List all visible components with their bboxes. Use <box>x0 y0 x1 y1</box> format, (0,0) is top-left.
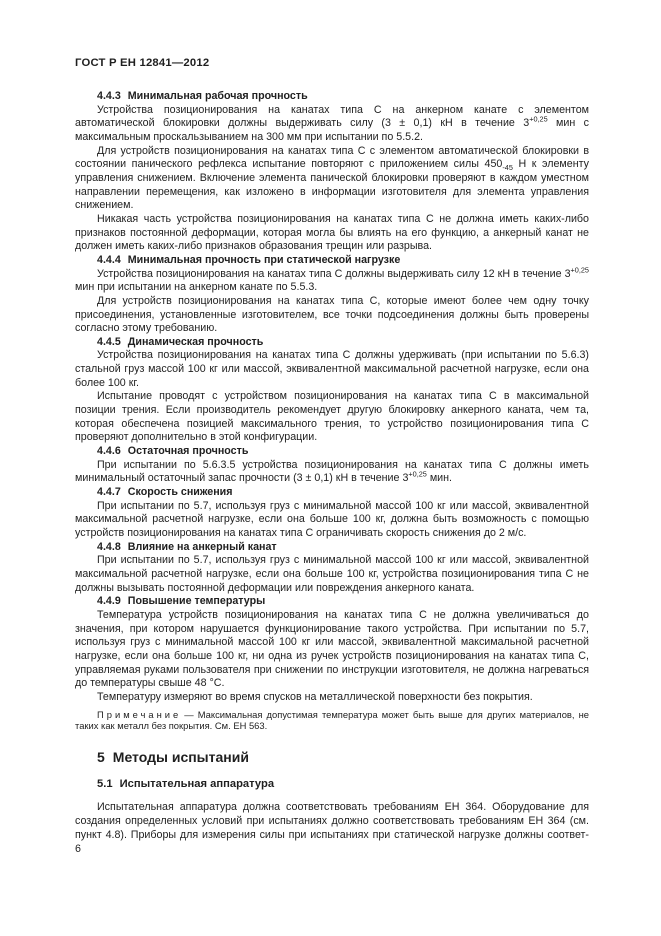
text-block <box>75 57 589 857</box>
heading-section-5 <box>75 749 589 765</box>
paragraph <box>75 145 589 213</box>
clause-title: Динамическая прочность <box>127 335 264 348</box>
clause-title: Остаточная прочность <box>127 445 249 458</box>
text-run: Н к элементу управления снижением. Включение элемента панической блокировки проверяют в каждом уместном направлении перемещения, как изложено в информации изготовителя для элемента управления снижением. <box>75 158 589 212</box>
heading-5-1 <box>75 778 589 790</box>
heading-4-4-5 <box>75 336 589 350</box>
paragraph: Устройства позиционирования на канатах типа С должны удерживать (при испытании по 5.6.3) стальной груз массой 100 кг или массой, эквивалентной максимальной расчетной нагрузке, если она более 100 кг. <box>75 349 589 389</box>
note <box>75 709 589 733</box>
heading-4-4-9 <box>75 595 589 609</box>
tolerance-superscript: +0,25 <box>529 114 548 124</box>
running-header: ГОСТ Р ЕН 12841—2012 <box>75 57 210 69</box>
tolerance-superscript: +0,25 <box>408 469 427 479</box>
paragraph <box>75 264 589 295</box>
text-run: мин при испытании на анкерном канате по 5.5.3. <box>75 281 318 294</box>
clause-number: 4.4.6 <box>97 445 121 458</box>
paragraph <box>75 104 589 145</box>
paragraph: Температуру измеряют во время спусков на металлической поверхности без покрытия. <box>97 690 533 703</box>
paragraph: Испытательная аппаратура должна соответствовать требованиям ЕН 364. Оборудование для создания определенных условий при испытаниях должно соответствовать требованиям ЕН 364 (см. пункт 4.8). Приборы для измерения силы при испытаниях при статической нагрузке должны соответ- <box>75 801 589 841</box>
heading-4-4-3 <box>75 90 589 104</box>
section-title: Методы испытаний <box>112 749 249 766</box>
paragraph: При испытании по 5.7, используя груз с минимальной массой 100 кг или массой, эквивалентной максимальной расчетной нагрузке, если она больше 100 кг, должна быть возможность с помощью устройств позиционирования на канатах типа С ограничивать скорость снижения до 2 м/с. <box>75 499 589 539</box>
paragraph: Испытание проводят с устройством позиционирования на канатах типа С в максимальной позиции трения. Если производитель рекомендует другую блокировку анкерного каната, чем та, которая обеспечена позицией максимального трения, то устройство позиционирования типа С проверяют дополнительно в этой конфигурации. <box>75 390 589 444</box>
clause-title: Влияние на анкерный канат <box>127 540 277 553</box>
heading-4-4-6 <box>75 445 589 459</box>
text-run: мин. <box>426 472 453 485</box>
clause-number: 4.4.9 <box>97 595 121 608</box>
text-run: Для устройств позиционирования на канатах типа С с элементом автоматической блокировки в состоянии панического рефлекса испытание повторяют с приложением силы 450 <box>75 144 589 171</box>
heading-4-4-8 <box>75 541 589 555</box>
text-run: Устройства позиционирования на канатах типа С на анкерном канате с элементом автоматической блокировки должны выдерживать силу (3 ± 0,1) кН в течение 3 <box>75 103 589 130</box>
page-number: 6 <box>75 843 81 856</box>
paragraph: Температура устройств позиционирования на канатах типа С не должна увеличиваться до значения, при котором нарушается функционирование такого устройства. При испытании по 5.7, используя груз с минимальной массой 100 кг или массой, эквивалентной максимальной расчетной нагрузке, если она больше 100 кг, ни одна из ручек устройств позиционирования на канатах типа С, управляемая руками пользователя при снижении по инструкции изготовителя, не должна нагреваться до температуры свыше 48 °С. <box>75 608 589 690</box>
text-run: Устройства позиционирования на канатах типа С должны выдерживать силу 12 кН в течение 3 <box>97 267 571 280</box>
paragraph: Никакая часть устройства позиционирования на канатах типа С не должна иметь каких-либо признаков постоянной деформации, которая могла бы влиять на его функцию, а анкерный канат не должен иметь каких-либо признаков образования трещин или разрыва. <box>75 212 589 253</box>
heading-4-4-7 <box>75 486 589 500</box>
clause-number: 4.4.7 <box>97 486 121 499</box>
note-text: — Максимальная допустимая температура может быть выше для других материалов, не таких как металл без покрытия. См. ЕН 563. <box>75 708 589 732</box>
clause-number: 4.4.5 <box>97 335 121 348</box>
clause-number: 5.1 <box>97 778 113 791</box>
clause-title: Скорость снижения <box>127 486 233 499</box>
clause-title: Минимальная прочность при статической нагрузке <box>127 253 401 266</box>
clause-title: Испытательная аппаратура <box>119 778 275 791</box>
tolerance-superscript: +0,25 <box>570 264 589 274</box>
text-run: мин с максимальным проскальзыванием на 300 мм при испытании по 5.5.2. <box>75 117 589 143</box>
tolerance-subscript: -45 <box>502 163 513 173</box>
clause-number: 4.4.8 <box>97 540 121 553</box>
clause-title: Повышение температуры <box>127 595 266 608</box>
clause-title: Минимальная рабочая прочность <box>127 90 308 102</box>
clause-number: 4.4.3 <box>97 90 121 102</box>
section-number: 5 <box>97 749 105 766</box>
note-label: Примечание <box>97 708 182 720</box>
heading-4-4-4 <box>75 254 589 268</box>
paragraph: Для устройств позиционирования на канатах типа С, которые имеют более чем одну точку присоединения, установленные изготовителем, все точки подсоединения должны быть проверены согласно этому требованию. <box>75 294 589 335</box>
paragraph: При испытании по 5.7, используя груз с минимальной массой 100 кг или массой, эквивалентной максимальной расчетной нагрузке, если она больше 100 кг, устройства позиционирования типа С не должны вызывать постоянной деформации или повреждения анкерного каната. <box>75 554 589 594</box>
text-run: При испытании по 5.6.3.5 устройства позиционирования на канатах типа С должны иметь минимальный остаточный запас прочности (3 ± 0,1) кН в течение 3 <box>75 458 589 485</box>
clause-number: 4.4.4 <box>97 253 121 266</box>
paragraph <box>75 459 589 486</box>
